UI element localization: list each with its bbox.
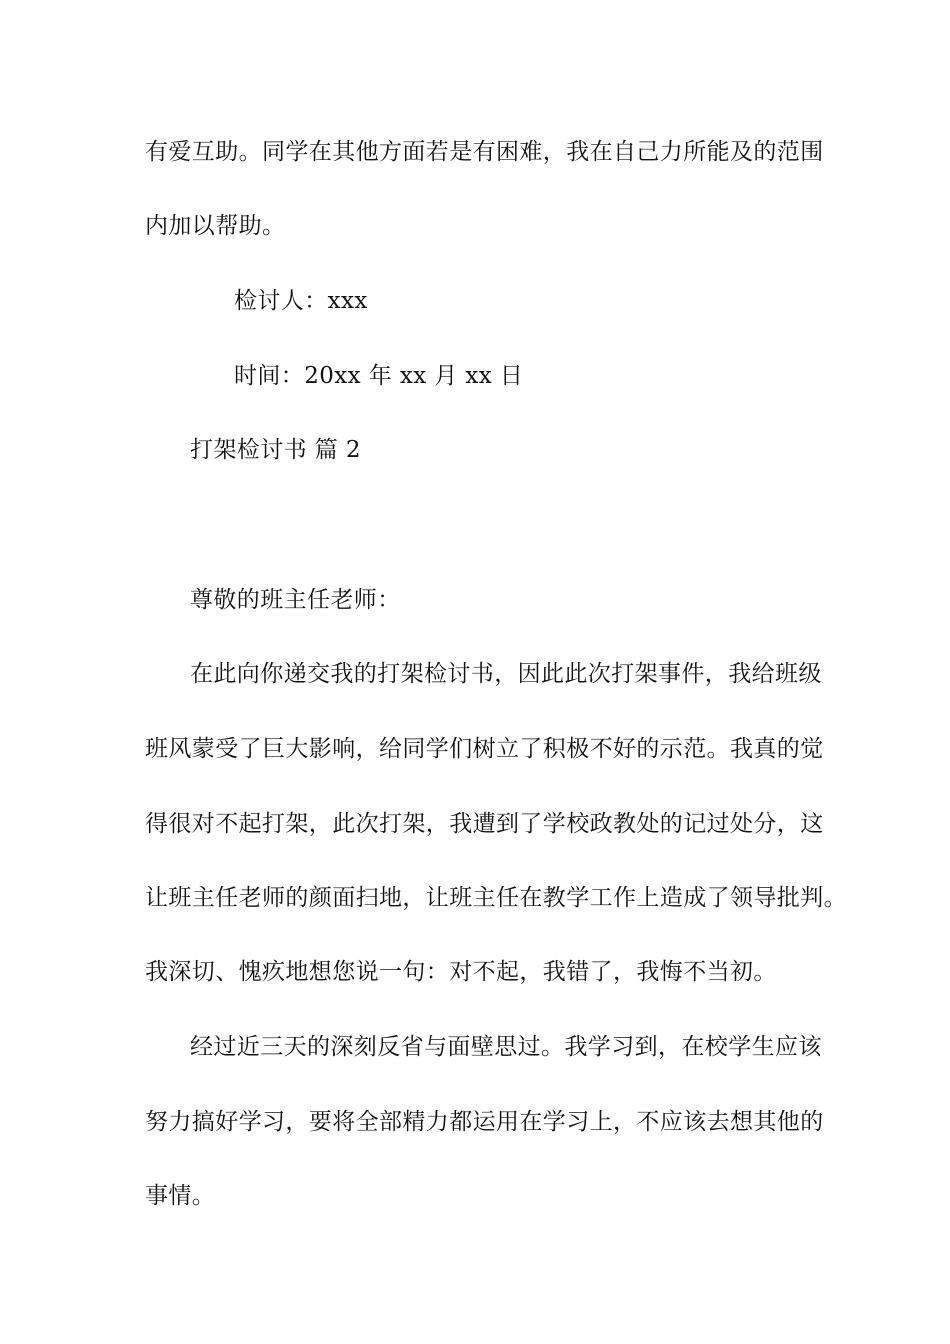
paragraph-line: 在此向你递交我的打架检讨书，因此此次打架事件，我给班级 — [190, 661, 822, 687]
section-title: 打架检讨书 篇 2 — [190, 437, 361, 463]
paragraph-line: 班风蒙受了巨大影响，给同学们树立了积极不好的示范。我真的觉 — [145, 736, 824, 762]
paragraph-line: 内加以帮助。 — [145, 213, 286, 239]
paragraph-line: 我深切、愧疚地想您说一句：对不起，我错了，我悔不当初。 — [145, 959, 777, 985]
paragraph-line: 经过近三天的深刻反省与面壁思过。我学习到，在校学生应该 — [190, 1034, 822, 1060]
salutation: 尊敬的班主任老师： — [190, 587, 401, 613]
paragraph-line: 有爱互助。同学在其他方面若是有困难，我在自己力所能及的范围 — [145, 139, 824, 165]
signer-line: 检讨人：xxx — [234, 288, 368, 314]
paragraph-line: 得很对不起打架，此次打架，我遭到了学校政教处的记过处分，这 — [145, 811, 824, 837]
paragraph-line: 努力搞好学习，要将全部精力都运用在学习上，不应该去想其他的 — [145, 1109, 824, 1135]
date-line: 时间：20xx 年 xx 月 xx 日 — [234, 363, 524, 389]
paragraph-line: 让班主任老师的颜面扫地，让班主任在教学工作上造成了领导批判。 — [145, 885, 847, 911]
paragraph-line: 事情。 — [145, 1183, 216, 1209]
